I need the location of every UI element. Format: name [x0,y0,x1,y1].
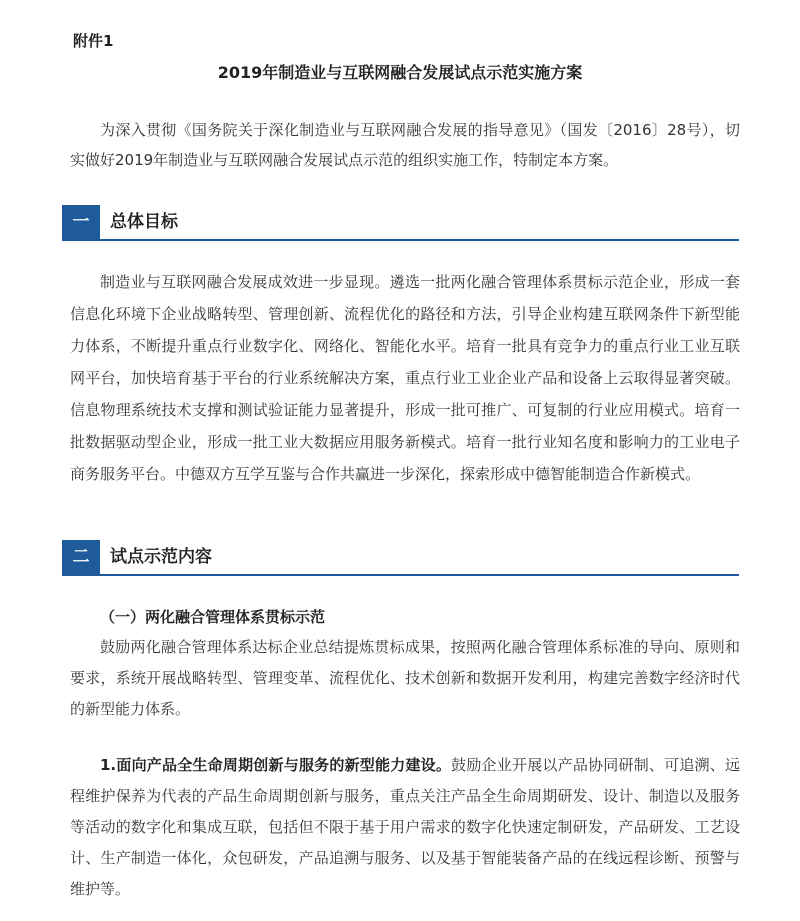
section-title: 总体目标 [110,212,178,232]
section-header-1 [62,205,739,241]
section-paragraph: 制造业与互联网融合发展成效进一步显现。遴选一批两化融合管理体系贯标示范企业，形成一套信息化环境下企业战略转型、管理创新、流程优化的路径和方法，引导企业构建互联网条件下新型能力体系，不断提升重点行业数字化、网络化、智能化水平。培育一批具有竞争力的重点行业工业互联网平台，加快培育基于平台的行业系统解决方案，重点行业工业企业产品和设备上云取得显著突破。信息物理系统技术支撑和测试验证能力显著提升，形成一批可推广、可复制的行业应用模式。培育一批数据驱动型企业，形成一批工业大数据应用服务新模式。培育一批行业知名度和影响力的工业电子商务服务平台。中德双方互学互鉴与合作共赢进一步深化，探索形成中德智能制造合作新模式。 [70,273,740,483]
item-text: 鼓励企业开展以产品协同研制、可追溯、远程维护保养为代表的产品生命周期创新与服务，重点关注产品全生命周期研发、设计、制造以及服务等活动的数字化和集成互联，包括但不限于基于用户需求的数字化快速定制研发，产品研发、工艺设计、生产制造一体化，众包研发，产品追溯与服务、以及基于智能装备产品的在线远程诊断、预警与维护等。 [70,756,740,898]
section-number-badge: 一 [62,205,100,239]
attachment-label: 附件1 [73,32,114,50]
section-title: 试点示范内容 [110,547,212,567]
section-header-2 [62,540,739,576]
document-title: 2019年制造业与互联网融合发展试点示范实施方案 [217,63,583,82]
section-number-badge: 二 [62,540,100,574]
item-heading: 1.面向产品全生命周期创新与服务的新型能力建设。 [100,756,452,774]
subsection-title: （一）两化融合管理体系贯标示范 [100,608,326,626]
item-paragraph [70,750,740,905]
subsection-paragraph: 鼓励两化融合管理体系达标企业总结提炼贯标成果，按照两化融合管理体系标准的导向、原则和要求，系统开展战略转型、管理变革、流程优化、技术创新和数据开发利用，构建完善数字经济时代的新型能力体系。 [70,638,740,718]
intro-paragraph: 为深入贯彻《国务院关于深化制造业与互联网融合发展的指导意见》（国发〔2016〕28号），切实做好2019年制造业与互联网融合发展试点示范的组织实施工作，特制定本方案。 [70,121,740,169]
